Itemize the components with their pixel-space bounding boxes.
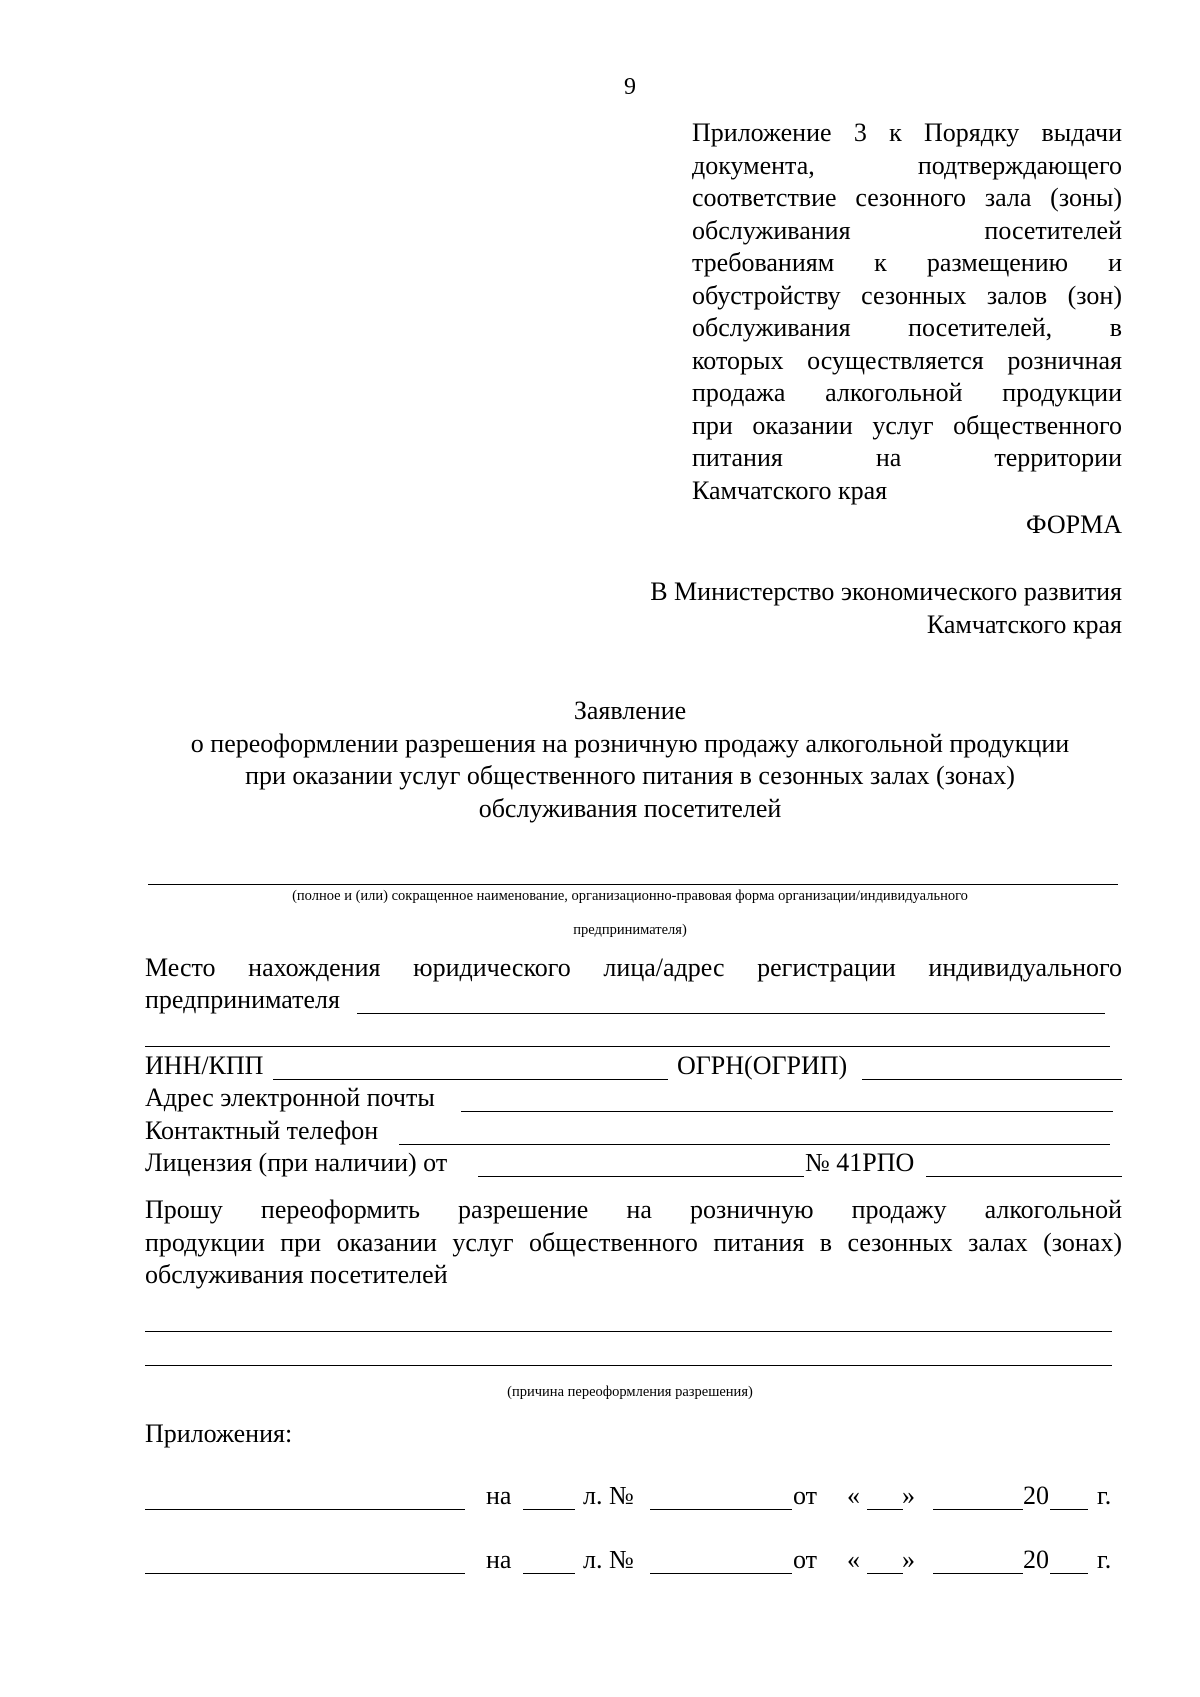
quote-close: » [902, 1545, 915, 1574]
attachment-sheets-label: л. № [583, 1545, 634, 1574]
attachment-year-suffix: г. [1097, 1545, 1112, 1574]
attachment-number-field[interactable] [650, 1509, 792, 1510]
attachment-sheets-label: л. № [583, 1481, 634, 1510]
attachment-century: 20 [1023, 1481, 1049, 1510]
attachment-month-field[interactable] [933, 1509, 1023, 1510]
attachment-on-label: на [486, 1545, 512, 1574]
attachment-month-field[interactable] [933, 1573, 1023, 1574]
license-date-field[interactable] [478, 1176, 804, 1177]
request-line-2: продукции при оказании услуг общественного питания в сезонных залах (зонах) [145, 1227, 1122, 1257]
annex-line: соответствие сезонного зала (зоны) [692, 183, 1122, 212]
request-line-1: Прошу переоформить разрешение на розничную продажу алкогольной [145, 1195, 1122, 1224]
location-line-2: предпринимателя [145, 985, 340, 1014]
title-line-3: при оказании услуг общественного питания в сезонных залах (зонах) [245, 761, 1015, 790]
page-number: 9 [624, 74, 636, 100]
annex-line: документа, подтверждающего [692, 150, 1122, 180]
reason-field-1[interactable] [145, 1331, 1112, 1332]
org-name-caption-1: (полное и (или) сокращенное наименование, организационно-правовая форма организации/индивидуального [292, 888, 968, 904]
license-row [145, 1147, 1122, 1180]
attachment-year-suffix: г. [1097, 1481, 1112, 1510]
request-line-3: обслуживания посетителей [145, 1260, 448, 1289]
attachment-name-field[interactable] [145, 1573, 465, 1574]
ogrn-label: ОГРН(ОГРИП) [677, 1051, 848, 1080]
location-field[interactable] [357, 1013, 1105, 1014]
document-title [0, 695, 1200, 825]
inn-ogrn-row [145, 1050, 1122, 1083]
annex-line: продажа алкогольной продукции [692, 378, 1122, 407]
attachment-from-label: от [793, 1481, 818, 1510]
phone-field[interactable] [399, 1144, 1110, 1145]
location-block [145, 952, 1122, 985]
attachment-row [145, 1544, 1122, 1577]
phone-row [145, 1115, 1122, 1148]
attachment-row [145, 1480, 1122, 1513]
org-name-caption-2: предпринимателя) [573, 922, 687, 938]
attachment-day-field[interactable] [867, 1573, 903, 1574]
addressee [562, 576, 1122, 641]
title-line-2: о переоформлении разрешения на розничную продажу алкогольной продукции [190, 728, 1070, 758]
location-line-1: Место нахождения юридического лица/адрес регистрации индивидуального [145, 953, 1122, 982]
annex-line: Камчатского края [692, 475, 888, 505]
request-block [145, 1194, 1122, 1292]
inn-kpp-field[interactable] [273, 1079, 668, 1080]
annex-reference [692, 117, 1122, 507]
email-row [145, 1082, 1122, 1115]
title-line-1: Заявление [573, 696, 687, 725]
license-label: Лицензия (при наличии) от [145, 1148, 448, 1177]
phone-label: Контактный телефон [145, 1116, 379, 1145]
annex-line: Приложение 3 к Порядку выдачи [692, 118, 1122, 147]
quote-open: « [847, 1545, 860, 1574]
attachment-name-field[interactable] [145, 1509, 465, 1510]
addressee-line-2: Камчатского края [926, 609, 1122, 639]
inn-kpp-label: ИНН/КПП [145, 1051, 264, 1080]
attachment-on-label: на [486, 1481, 512, 1510]
email-field[interactable] [461, 1111, 1113, 1112]
annex-line: которых осуществляется розничная [692, 345, 1122, 375]
email-label: Адрес электронной почты [145, 1083, 435, 1112]
addressee-line-1: В Министерство экономического развития [650, 577, 1122, 606]
attachment-century: 20 [1023, 1545, 1049, 1574]
annex-line: питания на территории [692, 443, 1122, 472]
attachments-label: Приложения: [145, 1419, 293, 1448]
quote-close: » [902, 1481, 915, 1510]
annex-line: обслуживания посетителей [692, 215, 1122, 245]
quote-open: « [847, 1481, 860, 1510]
reason-caption: (причина переоформления разрешения) [507, 1384, 753, 1400]
form-label: ФОРМА [1026, 510, 1122, 539]
annex-line: обустройству сезонных залов (зон) [692, 280, 1122, 310]
license-number-label: № 41РПО [805, 1148, 915, 1177]
attachment-year-field[interactable] [1050, 1573, 1088, 1574]
location-field-extra[interactable] [145, 1046, 1110, 1047]
org-name-field[interactable] [148, 884, 1118, 885]
ogrn-field[interactable] [862, 1079, 1122, 1080]
location-row [145, 984, 1122, 1017]
annex-line: требованиям к размещению и [692, 248, 1122, 277]
attachment-number-field[interactable] [650, 1573, 792, 1574]
title-line-4: обслуживания посетителей [478, 793, 782, 823]
attachment-sheets-field[interactable] [523, 1509, 575, 1510]
attachment-sheets-field[interactable] [523, 1573, 575, 1574]
license-number-field[interactable] [926, 1176, 1122, 1177]
reason-field-2[interactable] [145, 1365, 1112, 1366]
annex-line: обслуживания посетителей, в [692, 313, 1122, 342]
attachment-day-field[interactable] [867, 1509, 903, 1510]
attachment-year-field[interactable] [1050, 1509, 1088, 1510]
attachment-from-label: от [793, 1545, 818, 1574]
annex-line: при оказании услуг общественного [692, 410, 1122, 440]
